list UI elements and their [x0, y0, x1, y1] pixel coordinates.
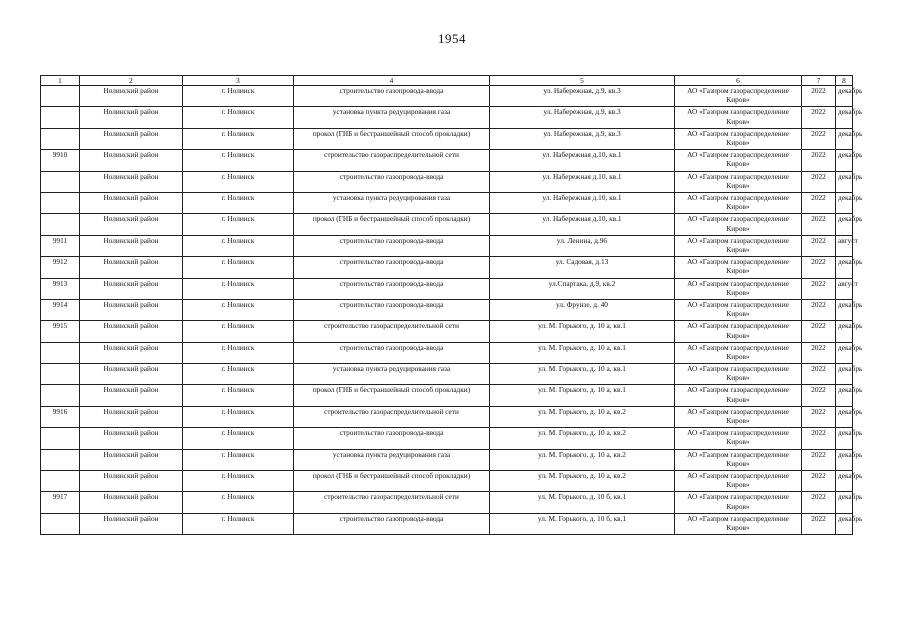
cell-work-type: строительство газопровода-ввода	[294, 342, 490, 363]
cell-row-number: 9915	[41, 321, 80, 342]
cell-contractor: АО «Газпром газораспределение Киров»	[675, 385, 802, 406]
cell-month: декабрь	[836, 171, 853, 192]
cell-address: ул. Набережная д.10, кв.1	[490, 214, 675, 235]
cell-settlement: г. Нолинск	[183, 321, 294, 342]
column-header: 6	[675, 76, 802, 86]
table-row	[41, 406, 853, 427]
cell-address: ул. М. Горького, д. 10 а, кв.1	[490, 321, 675, 342]
page-number: 1954	[438, 31, 466, 46]
cell-year: 2022	[802, 406, 836, 427]
cell-settlement: г. Нолинск	[183, 513, 294, 534]
cell-work-type: строительство газораспределительной сети	[294, 321, 490, 342]
table-row	[41, 257, 853, 278]
cell-contractor: АО «Газпром газораспределение Киров»	[675, 513, 802, 534]
cell-district: Нолинский район	[80, 492, 183, 513]
cell-address: ул. М. Горького, д. 10 а, кв.1	[490, 364, 675, 385]
cell-year: 2022	[802, 471, 836, 492]
cell-work-type: установка пункта редуцирования газа	[294, 192, 490, 213]
table-row	[41, 235, 853, 256]
cell-contractor: АО «Газпром газораспределение Киров»	[675, 86, 802, 107]
cell-month: декабрь	[836, 513, 853, 534]
cell-address: ул. Садовая, д.13	[490, 257, 675, 278]
cell-district: Нолинский район	[80, 471, 183, 492]
cell-year: 2022	[802, 257, 836, 278]
cell-month: август	[836, 278, 853, 299]
cell-address: ул. Набережная, д.9, кв.3	[490, 107, 675, 128]
cell-district: Нолинский район	[80, 449, 183, 470]
cell-row-number	[41, 513, 80, 534]
cell-row-number: 9916	[41, 406, 80, 427]
cell-row-number: 9917	[41, 492, 80, 513]
cell-contractor: АО «Газпром газораспределение Киров»	[675, 235, 802, 256]
table-row	[41, 86, 853, 107]
cell-month: декабрь	[836, 214, 853, 235]
cell-year: 2022	[802, 364, 836, 385]
cell-row-number	[41, 86, 80, 107]
cell-work-type: строительство газопровода-ввода	[294, 235, 490, 256]
cell-address: ул.Спартака, д.9, кв.2	[490, 278, 675, 299]
cell-year: 2022	[802, 150, 836, 171]
cell-district: Нолинский район	[80, 257, 183, 278]
cell-work-type: строительство газораспределительной сети	[294, 492, 490, 513]
cell-work-type: строительство газопровода-ввода	[294, 513, 490, 534]
table-row	[41, 299, 853, 320]
header-row	[41, 76, 853, 86]
cell-work-type: прокол (ГНБ и бестраншейный способ прокладки)	[294, 214, 490, 235]
cell-district: Нолинский район	[80, 342, 183, 363]
cell-row-number	[41, 471, 80, 492]
cell-settlement: г. Нолинск	[183, 150, 294, 171]
cell-settlement: г. Нолинск	[183, 299, 294, 320]
cell-settlement: г. Нолинск	[183, 406, 294, 427]
cell-contractor: АО «Газпром газораспределение Киров»	[675, 449, 802, 470]
cell-contractor: АО «Газпром газораспределение Киров»	[675, 278, 802, 299]
cell-district: Нолинский район	[80, 150, 183, 171]
cell-row-number	[41, 171, 80, 192]
cell-address: ул. Набережная д.10, кв.1	[490, 150, 675, 171]
cell-contractor: АО «Газпром газораспределение Киров»	[675, 171, 802, 192]
cell-address: ул. М. Горького, д. 10 а, кв.2	[490, 406, 675, 427]
cell-district: Нолинский район	[80, 299, 183, 320]
cell-district: Нолинский район	[80, 321, 183, 342]
column-header: 2	[80, 76, 183, 86]
column-header: 8	[836, 76, 853, 86]
table-row	[41, 150, 853, 171]
cell-year: 2022	[802, 107, 836, 128]
cell-row-number: 9912	[41, 257, 80, 278]
cell-contractor: АО «Газпром газораспределение Киров»	[675, 428, 802, 449]
cell-address: ул. М. Горького, д. 10 а, кв.2	[490, 428, 675, 449]
cell-month: декабрь	[836, 385, 853, 406]
cell-row-number	[41, 128, 80, 149]
cell-month: декабрь	[836, 364, 853, 385]
cell-settlement: г. Нолинск	[183, 471, 294, 492]
cell-month: декабрь	[836, 299, 853, 320]
cell-address: ул. М. Горького, д. 10 а, кв.1	[490, 342, 675, 363]
column-header: 7	[802, 76, 836, 86]
column-header: 5	[490, 76, 675, 86]
cell-year: 2022	[802, 192, 836, 213]
cell-work-type: установка пункта редуцирования газа	[294, 107, 490, 128]
cell-contractor: АО «Газпром газораспределение Киров»	[675, 107, 802, 128]
cell-district: Нолинский район	[80, 428, 183, 449]
cell-district: Нолинский район	[80, 364, 183, 385]
cell-row-number: 9911	[41, 235, 80, 256]
cell-address: ул. Набережная, д.9, кв.3	[490, 128, 675, 149]
cell-work-type: прокол (ГНБ и бестраншейный способ прокладки)	[294, 128, 490, 149]
cell-row-number	[41, 449, 80, 470]
cell-year: 2022	[802, 171, 836, 192]
cell-address: ул. Набережная, д.9, кв.3	[490, 86, 675, 107]
cell-month: декабрь	[836, 86, 853, 107]
table-row	[41, 214, 853, 235]
table-row	[41, 321, 853, 342]
table-row	[41, 385, 853, 406]
cell-district: Нолинский район	[80, 385, 183, 406]
data-table	[40, 75, 863, 535]
cell-contractor: АО «Газпром газораспределение Киров»	[675, 406, 802, 427]
cell-district: Нолинский район	[80, 278, 183, 299]
cell-row-number: 9913	[41, 278, 80, 299]
table-row	[41, 492, 853, 513]
cell-settlement: г. Нолинск	[183, 128, 294, 149]
cell-year: 2022	[802, 513, 836, 534]
cell-row-number	[41, 428, 80, 449]
column-header: 1	[41, 76, 80, 86]
cell-settlement: г. Нолинск	[183, 192, 294, 213]
cell-contractor: АО «Газпром газораспределение Киров»	[675, 364, 802, 385]
cell-district: Нолинский район	[80, 214, 183, 235]
cell-contractor: АО «Газпром газораспределение Киров»	[675, 342, 802, 363]
column-header: 3	[183, 76, 294, 86]
cell-address: ул. Ленина, д.96	[490, 235, 675, 256]
cell-year: 2022	[802, 278, 836, 299]
cell-year: 2022	[802, 449, 836, 470]
cell-address: ул. Набережная д.10, кв.1	[490, 192, 675, 213]
cell-settlement: г. Нолинск	[183, 342, 294, 363]
cell-contractor: АО «Газпром газораспределение Киров»	[675, 471, 802, 492]
cell-address: ул. М. Горького, д. 10 б, кв.1	[490, 492, 675, 513]
cell-settlement: г. Нолинск	[183, 86, 294, 107]
table-row	[41, 171, 853, 192]
cell-address: ул. Фрунзе, д. 40	[490, 299, 675, 320]
cell-month: декабрь	[836, 492, 853, 513]
cell-year: 2022	[802, 299, 836, 320]
cell-work-type: строительство газораспределительной сети	[294, 150, 490, 171]
cell-settlement: г. Нолинск	[183, 278, 294, 299]
cell-month: декабрь	[836, 449, 853, 470]
cell-row-number	[41, 342, 80, 363]
cell-contractor: АО «Газпром газораспределение Киров»	[675, 150, 802, 171]
cell-settlement: г. Нолинск	[183, 107, 294, 128]
cell-month: декабрь	[836, 128, 853, 149]
cell-work-type: прокол (ГНБ и бестраншейный способ прокладки)	[294, 471, 490, 492]
cell-year: 2022	[802, 128, 836, 149]
cell-year: 2022	[802, 235, 836, 256]
cell-month: декабрь	[836, 342, 853, 363]
cell-month: декабрь	[836, 471, 853, 492]
cell-year: 2022	[802, 492, 836, 513]
cell-work-type: прокол (ГНБ и бестраншейный способ прокладки)	[294, 385, 490, 406]
table-row	[41, 364, 853, 385]
cell-contractor: АО «Газпром газораспределение Киров»	[675, 257, 802, 278]
cell-work-type: установка пункта редуцирования газа	[294, 364, 490, 385]
cell-district: Нолинский район	[80, 171, 183, 192]
cell-address: ул. М. Горького, д. 10 б, кв.1	[490, 513, 675, 534]
cell-work-type: строительство газопровода-ввода	[294, 171, 490, 192]
cell-work-type: строительство газораспределительной сети	[294, 406, 490, 427]
cell-row-number	[41, 192, 80, 213]
cell-settlement: г. Нолинск	[183, 492, 294, 513]
table-row	[41, 428, 853, 449]
cell-settlement: г. Нолинск	[183, 171, 294, 192]
cell-settlement: г. Нолинск	[183, 257, 294, 278]
cell-settlement: г. Нолинск	[183, 385, 294, 406]
cell-address: ул. М. Горького, д. 10 а, кв.2	[490, 471, 675, 492]
table-row	[41, 471, 853, 492]
table-row	[41, 278, 853, 299]
cell-settlement: г. Нолинск	[183, 428, 294, 449]
cell-row-number: 9910	[41, 150, 80, 171]
cell-contractor: АО «Газпром газораспределение Киров»	[675, 214, 802, 235]
cell-address: ул. М. Горького, д. 10 а, кв.2	[490, 449, 675, 470]
cell-district: Нолинский район	[80, 107, 183, 128]
cell-work-type: установка пункта редуцирования газа	[294, 449, 490, 470]
cell-address: ул. Набережная д.10, кв.1	[490, 171, 675, 192]
cell-row-number	[41, 364, 80, 385]
cell-settlement: г. Нолинск	[183, 235, 294, 256]
cell-contractor: АО «Газпром газораспределение Киров»	[675, 128, 802, 149]
cell-year: 2022	[802, 385, 836, 406]
cell-year: 2022	[802, 86, 836, 107]
cell-settlement: г. Нолинск	[183, 214, 294, 235]
cell-contractor: АО «Газпром газораспределение Киров»	[675, 192, 802, 213]
cell-district: Нолинский район	[80, 192, 183, 213]
cell-year: 2022	[802, 428, 836, 449]
cell-month: август	[836, 235, 853, 256]
table-row	[41, 513, 853, 534]
cell-work-type: строительство газопровода-ввода	[294, 86, 490, 107]
cell-month: декабрь	[836, 406, 853, 427]
cell-contractor: АО «Газпром газораспределение Киров»	[675, 299, 802, 320]
cell-work-type: строительство газопровода-ввода	[294, 299, 490, 320]
cell-address: ул. М. Горького, д. 10 а, кв.1	[490, 385, 675, 406]
cell-month: декабрь	[836, 192, 853, 213]
cell-month: декабрь	[836, 107, 853, 128]
table-row	[41, 107, 853, 128]
cell-work-type: строительство газопровода-ввода	[294, 257, 490, 278]
cell-district: Нолинский район	[80, 513, 183, 534]
cell-contractor: АО «Газпром газораспределение Киров»	[675, 492, 802, 513]
cell-row-number	[41, 385, 80, 406]
cell-district: Нолинский район	[80, 86, 183, 107]
cell-row-number	[41, 107, 80, 128]
cell-settlement: г. Нолинск	[183, 364, 294, 385]
cell-district: Нолинский район	[80, 406, 183, 427]
table-row	[41, 449, 853, 470]
cell-month: декабрь	[836, 150, 853, 171]
table-body	[41, 86, 863, 535]
cell-row-number	[41, 214, 80, 235]
table-row	[41, 342, 853, 363]
table-row	[41, 128, 853, 149]
table-row	[41, 192, 853, 213]
cell-contractor: АО «Газпром газораспределение Киров»	[675, 321, 802, 342]
cell-work-type: строительство газопровода-ввода	[294, 428, 490, 449]
cell-month: декабрь	[836, 257, 853, 278]
cell-month: декабрь	[836, 321, 853, 342]
column-header: 4	[294, 76, 490, 86]
cell-row-number: 9914	[41, 299, 80, 320]
cell-settlement: г. Нолинск	[183, 449, 294, 470]
cell-district: Нолинский район	[80, 235, 183, 256]
cell-work-type: строительство газопровода-ввода	[294, 278, 490, 299]
cell-year: 2022	[802, 214, 836, 235]
cell-year: 2022	[802, 321, 836, 342]
cell-month: декабрь	[836, 428, 853, 449]
cell-year: 2022	[802, 342, 836, 363]
cell-district: Нолинский район	[80, 128, 183, 149]
